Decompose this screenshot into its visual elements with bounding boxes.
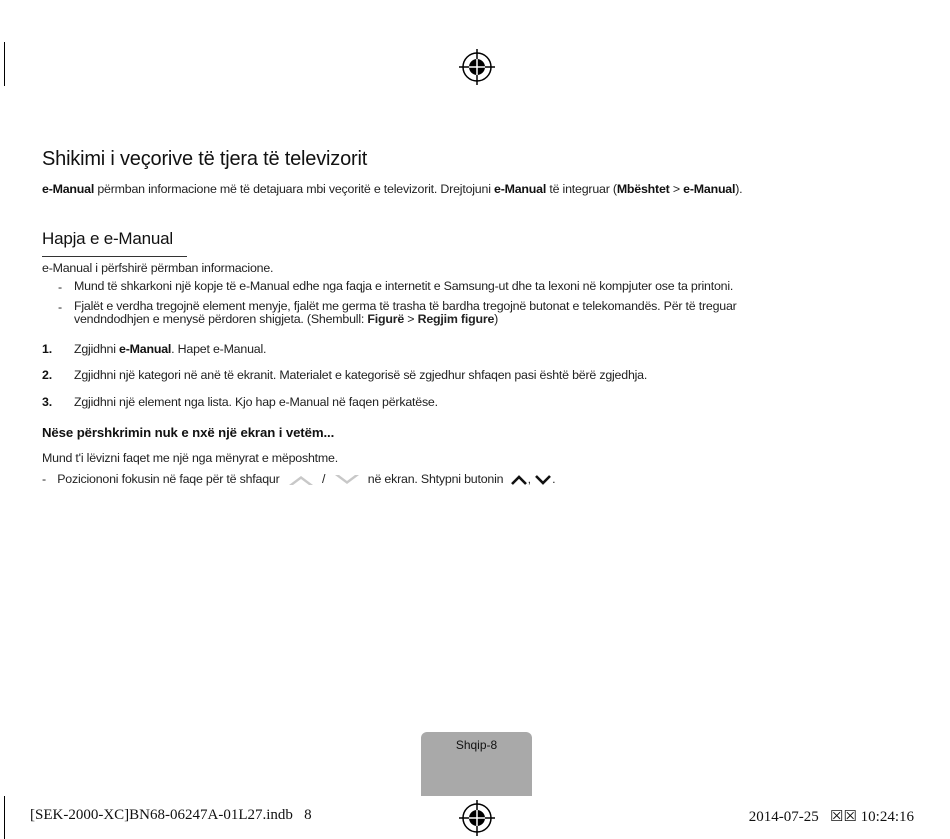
note-item [58,280,733,293]
step-item [42,342,266,356]
step-text: . Hapet e-Manual. [171,342,267,356]
step-item [42,368,647,382]
separator-comma: , [527,472,531,486]
note-dash: - [58,280,62,294]
step-number: 1. [42,342,52,356]
intro-bold-emanual: e-Manual [494,182,547,196]
intro-bold-emanual: e-Manual [42,182,95,196]
step-bold: e-Manual [119,342,172,356]
print-slug-right: 2014-07-25 ☒☒ 10:24:16 [748,809,914,825]
note-dash: - [58,300,62,314]
section-heading: Hapja e e-Manual [42,229,173,248]
crop-mark-top-left [4,42,5,86]
note-dash: - [42,472,46,486]
step-text: Zgjidhni një element nga lista. Kjo hap e-Manual në faqen përkatëse. [74,395,438,409]
separator-slash: / [322,472,326,486]
step-number: 2. [42,368,52,382]
note-text [74,300,737,326]
note-end: ) [494,312,499,326]
subsection-lead: Mund t'i lëvizni faqet me një nga mënyrat e mëposhtme. [42,451,338,465]
note-separator: > [404,312,418,326]
step-text: Zgjidhni [74,342,120,356]
subsection-note-text: Poziciononi fokusin në faqe për të shfaqur [57,472,280,486]
note-bold-picture-mode: Regjim figure [417,312,495,326]
note-text-line1: Fjalët e verdha tregojnë element menyje, fjalët me germa të trasha të bardha tregojnë butonat e telekomandës. Për të treguar [74,299,737,313]
scroll-down-chevron-icon [333,473,361,487]
page-number-label: Shqip-8 [455,738,498,752]
page-title: Shikimi i veçorive të tjera të televizorit [42,148,368,170]
page-number-tab [421,732,532,796]
section-heading-underline [42,256,187,257]
scroll-up-chevron-icon [287,473,315,487]
intro-text: > [669,182,684,196]
registration-mark-icon [459,800,495,836]
note-text: Mund të shkarkoni një kopje të e-Manual edhe nga faqja e internetit e Samsung-ut dhe ta lexoni në kompjuter ose ta printoni. [74,279,734,293]
intro-text: ). [735,182,743,196]
registration-mark-icon [459,49,495,85]
print-slug-left: [SEK-2000-XC]BN68-06247A-01L27.indb 8 [30,807,312,823]
subsection-heading: Nëse përshkrimin nuk e nxë një ekran i vetëm... [42,425,335,440]
note-bold-figure: Figurë [367,312,405,326]
intro-paragraph [42,182,742,196]
step-item [42,395,438,409]
subsection-note [42,469,555,489]
section-lead: e-Manual i përfshirë përmban informacione. [42,261,274,275]
note-end: . [552,472,556,486]
up-button-icon [510,473,528,487]
note-text-line2: vendndodhjen e menysë përdoren shigjeta. (Shembull: [74,312,368,326]
crop-mark-bottom-left [4,796,5,839]
intro-text: të integruar ( [546,182,617,196]
step-number: 3. [42,395,52,409]
intro-bold-emanual: e-Manual [683,182,736,196]
intro-text: përmban informacione më të detajuara mbi veçoritë e televizorit. Drejtojuni [94,182,494,196]
down-button-icon [534,473,552,487]
note-item [58,300,737,326]
intro-bold-support: Mbështet [616,182,670,196]
subsection-note-text: në ekran. Shtypni butonin [367,472,504,486]
step-text: Zgjidhni një kategori në anë të ekranit. Materialet e kategorisë së zgjedhur shfaqen pasi është bërë zgjedhja. [74,368,648,382]
